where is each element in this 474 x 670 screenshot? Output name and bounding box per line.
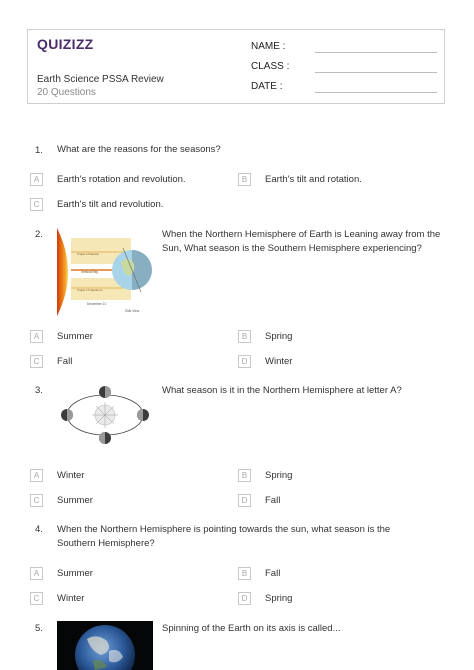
option-letter: D [238, 592, 251, 605]
option-letter: D [238, 494, 251, 507]
question-count: 20 Questions [37, 87, 96, 98]
option-letter: C [30, 494, 43, 507]
diagram-label: Side View [125, 309, 140, 313]
option-text: Winter [57, 470, 85, 481]
worksheet-title: Earth Science PSSA Review [37, 74, 164, 85]
name-line [315, 52, 437, 53]
option-letter: C [30, 592, 43, 605]
option-text: Earth's tilt and rotation. [265, 174, 362, 185]
option-text: Fall [57, 356, 73, 367]
question-text: What are the reasons for the seasons? [57, 144, 221, 155]
question-number: 2. [35, 229, 43, 240]
option-letter: C [30, 355, 43, 368]
date-line [315, 92, 437, 93]
quizizz-logo: QUIZIZZ [37, 36, 94, 52]
option-letter: A [30, 567, 43, 580]
option-letter: B [238, 330, 251, 343]
option-text: Winter [265, 356, 293, 367]
option-letter: B [238, 567, 251, 580]
worksheet-header [27, 29, 445, 104]
question-text: What season is it in the Northern Hemisphere at letter A? [162, 385, 402, 396]
question-text: When the Northern Hemisphere of Earth is Leaning away from the Sun, What season is the Southern Hemisphere experiencing? [162, 229, 441, 254]
class-line [315, 72, 437, 73]
question-number: 3. [35, 385, 43, 396]
option-text: Spring [265, 593, 293, 604]
diagram-label: Tropic of Cancer [77, 252, 100, 256]
question-text: Spinning of the Earth on its axis is called... [162, 623, 341, 634]
diagram-label: Tropic of Capricorn [77, 288, 103, 292]
question-number: 5. [35, 623, 43, 634]
option-letter: A [30, 330, 43, 343]
question-number: 4. [35, 524, 43, 535]
option-text: Fall [265, 568, 281, 579]
option-text: Summer [57, 331, 93, 342]
earth-from-space-image [57, 621, 153, 670]
option-letter: A [30, 173, 43, 186]
option-text: Summer [57, 495, 93, 506]
date-label: DATE : [251, 81, 283, 92]
diagram-label: December 21 [87, 302, 107, 306]
option-text: Spring [265, 470, 293, 481]
earth-orbit-diagram [57, 382, 153, 448]
question-number: 1. [35, 145, 43, 156]
question-text: When the Northern Hemisphere is pointing towards the sun, what season is the Southern Hemisphere? [57, 524, 391, 549]
option-text: Earth's rotation and revolution. [57, 174, 186, 185]
diagram-label: Vertical Ray [81, 270, 99, 274]
option-text: Fall [265, 495, 281, 506]
option-text: Summer [57, 568, 93, 579]
name-label: NAME : [251, 41, 286, 52]
option-text: Spring [265, 331, 293, 342]
option-letter: D [238, 355, 251, 368]
option-letter: B [238, 469, 251, 482]
class-label: CLASS : [251, 61, 290, 72]
option-text: Winter [57, 593, 85, 604]
option-text: Earth's tilt and revolution. [57, 199, 164, 210]
option-letter: B [238, 173, 251, 186]
option-letter: C [30, 198, 43, 211]
sun-earth-diagram [57, 226, 157, 318]
option-letter: A [30, 469, 43, 482]
